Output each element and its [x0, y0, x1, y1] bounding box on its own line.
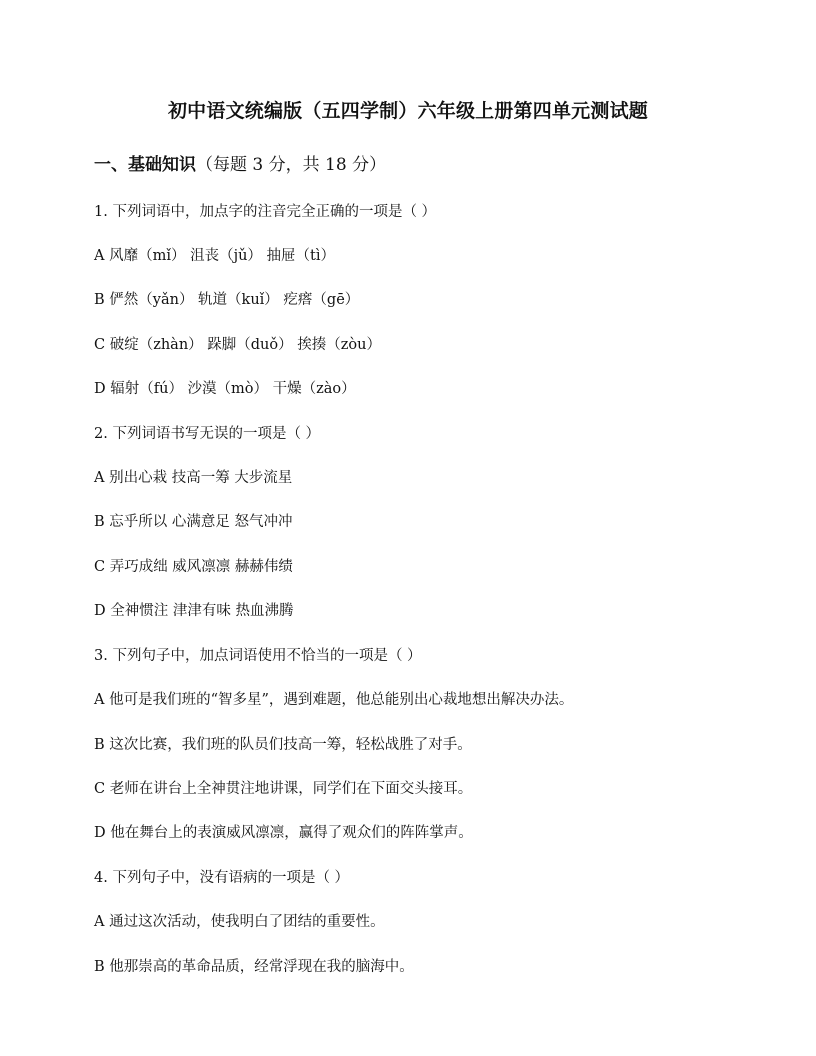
- question-2-option-c: C 弄巧成绌 威风凛凛 赫赫伟绩: [94, 559, 293, 575]
- question-3-option-a: A 他可是我们班的“智多星”，遇到难题，他总能别出心裁地想出解决办法。: [94, 692, 574, 708]
- page-title: 初中语文统编版（五四学制）六年级上册第四单元测试题: [167, 100, 648, 122]
- section-heading: [94, 150, 386, 175]
- question-2-option-d: D 全神惯注 津津有味 热血沸腾: [94, 603, 294, 619]
- question-3-option-c: C 老师在讲台上全神贯注地讲课，同学们在下面交头接耳。: [94, 781, 473, 797]
- question-3-option-b: B 这次比赛，我们班的队员们技高一筹，轻松战胜了对手。: [94, 737, 472, 753]
- section-score-note: （每题 3 分，共 18 分）: [196, 155, 387, 175]
- question-1-option-c: C 破绽（zhàn） 跺脚（duǒ） 挨揍（zòu）: [94, 337, 381, 353]
- question-1-option-a: A 风靡（mǐ） 沮丧（jǔ） 抽屉（tì）: [94, 248, 335, 264]
- question-3: 3. 下列句子中，加点词语使用不恰当的一项是（ ）: [94, 648, 422, 664]
- question-3-option-d: D 他在舞台上的表演威风凛凛，赢得了观众们的阵阵掌声。: [94, 825, 473, 841]
- question-1: 1. 下列词语中，加点字的注音完全正确的一项是（ ）: [94, 204, 437, 220]
- question-1-option-b: B 俨然（yǎn） 轨道（kuǐ） 疙瘩（gē）: [94, 292, 360, 308]
- question-2-option-a: A 别出心栽 技高一筹 大步流星: [94, 470, 293, 486]
- section-label: 一、基础知识: [94, 155, 196, 175]
- question-2: 2. 下列词语书写无误的一项是（ ）: [94, 426, 321, 442]
- question-4-option-a: A 通过这次活动，使我明白了团结的重要性。: [94, 914, 385, 930]
- question-2-option-b: B 忘乎所以 心满意足 怒气冲冲: [94, 514, 293, 530]
- question-1-option-d: D 辐射（fú） 沙漠（mò） 干燥（zào）: [94, 381, 356, 397]
- question-4: 4. 下列句子中，没有语病的一项是（ ）: [94, 870, 350, 886]
- question-4-option-b: B 他那崇高的革命品质，经常浮现在我的脑海中。: [94, 959, 414, 975]
